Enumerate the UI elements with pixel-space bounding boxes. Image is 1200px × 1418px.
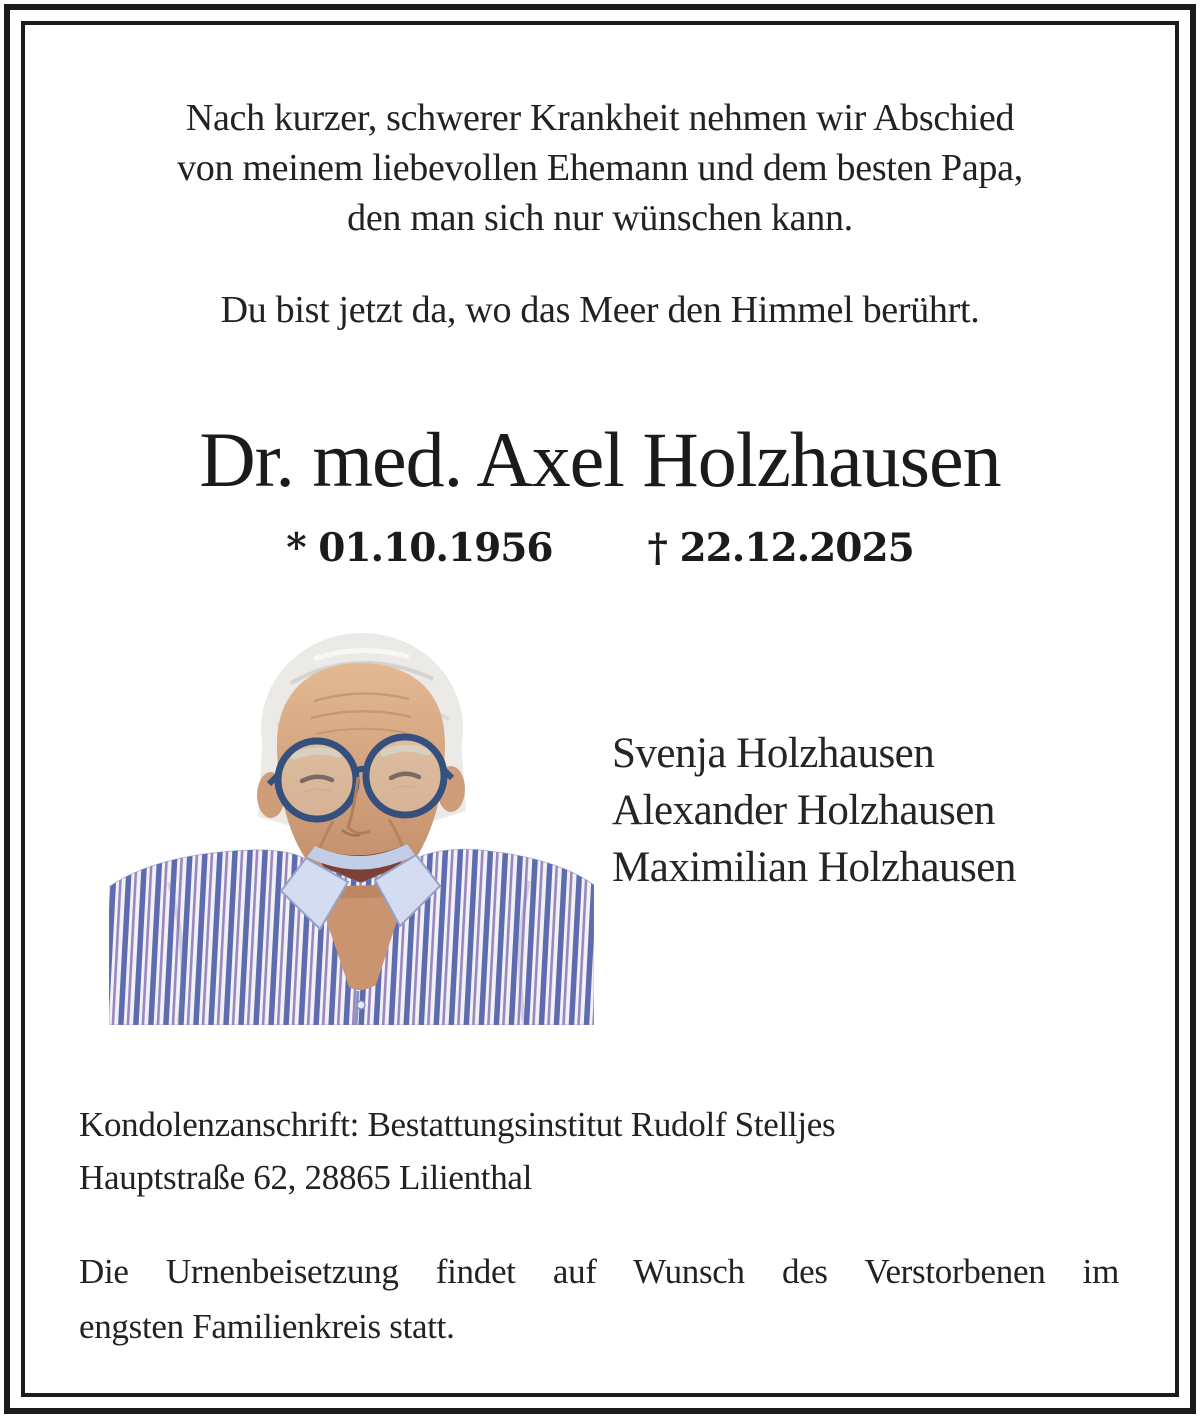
outer-border — [4, 4, 1196, 1414]
intro-line: Nach kurzer, schwerer Krankheit nehmen wir Abschied — [185, 97, 1015, 139]
farewell-quote: Du bist jetzt da, wo das Meer den Himmel berührt. — [220, 289, 980, 331]
closing-paragraph — [79, 1244, 1119, 1354]
death-date: † 22.12.2025 — [647, 525, 914, 571]
intro-line: von meinem liebevollen Ehemann und dem besten Papa, — [177, 147, 1023, 189]
intro-line: den man sich nur wünschen kann. — [347, 197, 853, 239]
mourners-list — [612, 625, 1016, 896]
mourner-name: Maximilian Holzhausen — [612, 844, 1016, 891]
condolence-address — [79, 1098, 1121, 1204]
portrait-photo — [109, 625, 594, 1025]
condolence-line: Hauptstraße 62, 28865 Lilienthal — [79, 1158, 533, 1197]
mourner-name: Svenja Holzhausen — [612, 730, 935, 777]
closing-line: Die Urnenbeisetzung findet auf Wunsch des Verstorbenen im — [79, 1252, 1119, 1291]
birth-date: * 01.10.1956 — [286, 525, 553, 571]
photo-and-mourners-row — [109, 625, 1135, 1025]
deceased-name: Dr. med. Axel Holzhausen — [199, 416, 1001, 503]
closing-line: engsten Familienkreis statt. — [79, 1307, 455, 1346]
condolence-line: Kondolenzanschrift: Bestattungsinstitut Rudolf Stelljes — [79, 1105, 836, 1144]
portrait-illustration — [109, 625, 594, 1025]
inner-border — [21, 21, 1179, 1397]
mourner-name: Alexander Holzhausen — [612, 787, 995, 834]
intro-paragraph — [25, 93, 1175, 243]
life-dates — [25, 525, 1175, 571]
obituary-content — [25, 25, 1175, 1393]
